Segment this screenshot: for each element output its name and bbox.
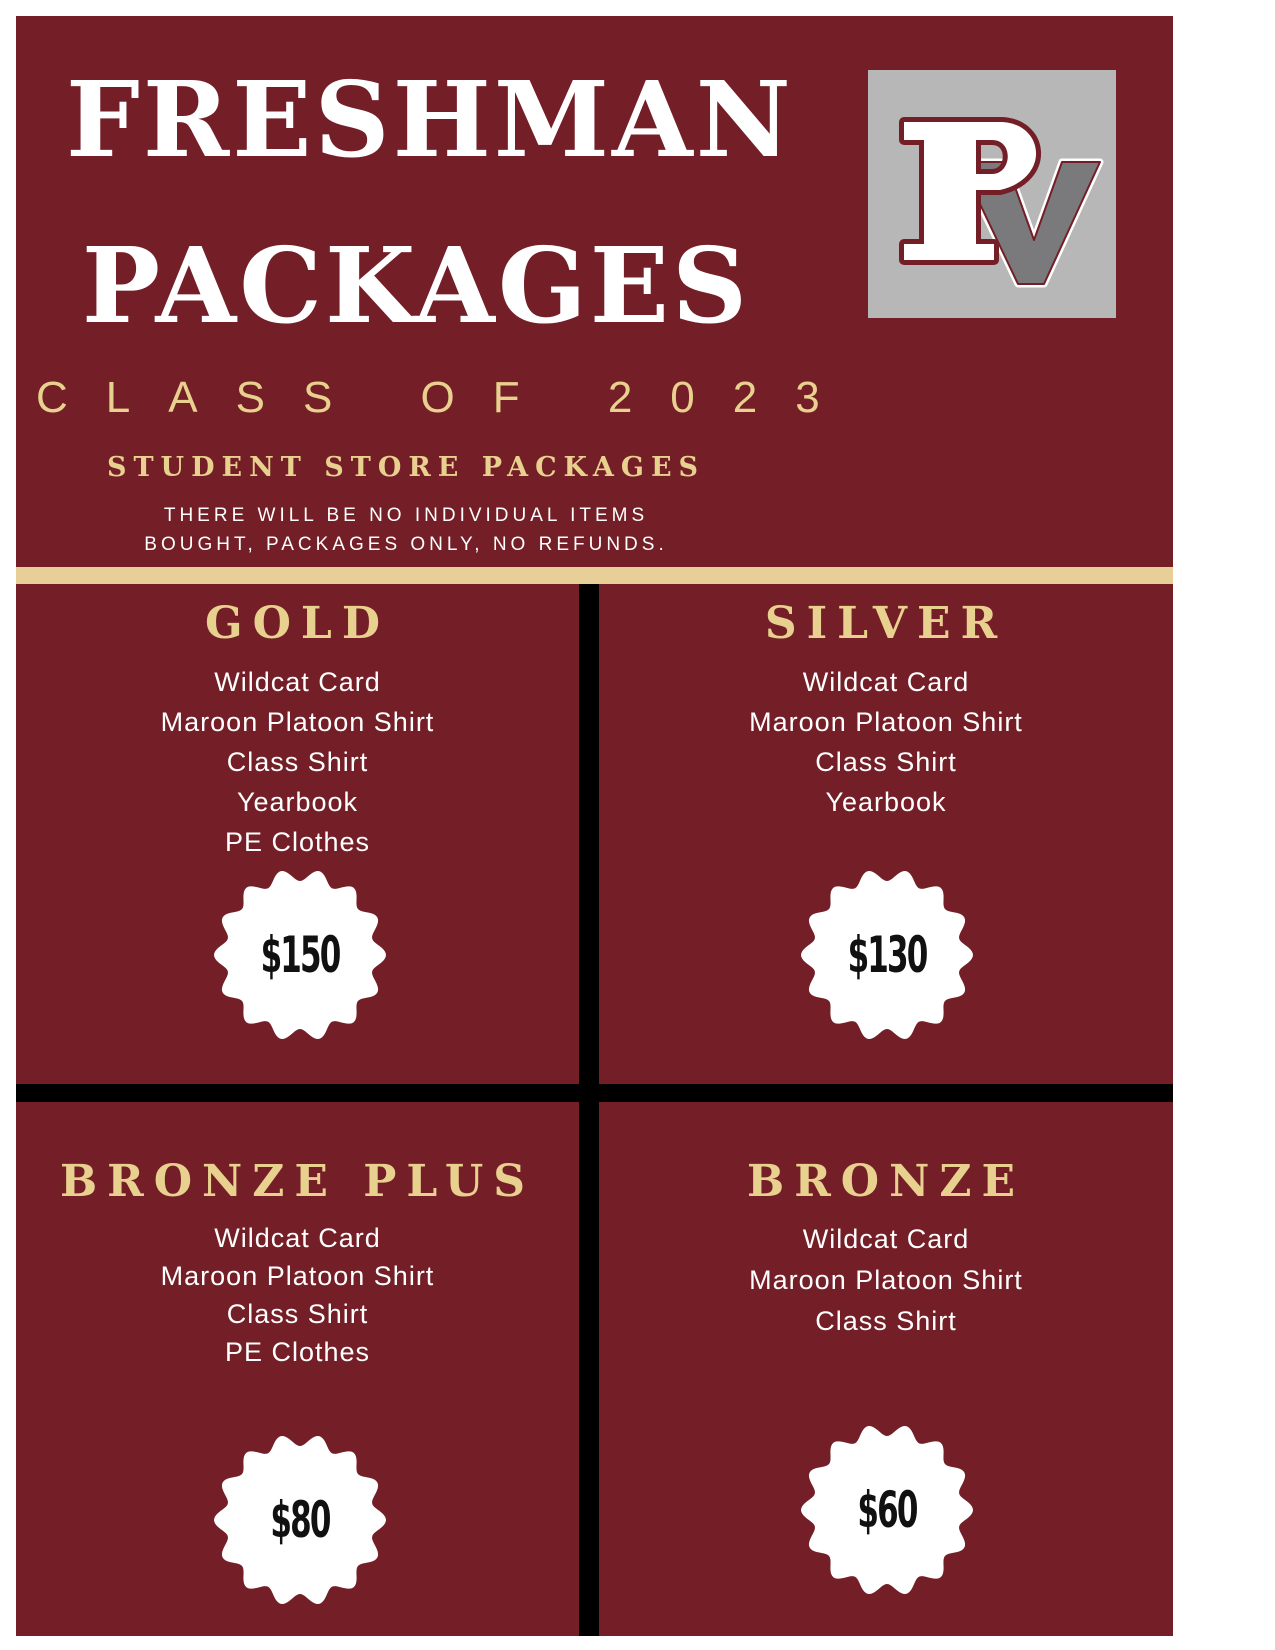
list-item: Yearbook — [236, 787, 359, 817]
list-item: Wildcat Card — [214, 667, 381, 697]
list-item: Maroon Platoon Shirt — [749, 1265, 1023, 1295]
price-badge — [212, 1432, 388, 1608]
price-label: $130 — [847, 926, 927, 984]
header — [16, 16, 1173, 567]
price-badge — [799, 867, 975, 1043]
package-name: SILVER — [764, 598, 1008, 649]
list-item: Class Shirt — [815, 747, 957, 777]
package-items — [16, 1219, 579, 1371]
price-label: $60 — [857, 1481, 917, 1539]
notice-line-2: BOUGHT, PACKAGES ONLY, NO REFUNDS. — [144, 534, 668, 555]
pv-logo-mark — [868, 70, 1116, 318]
list-item: Maroon Platoon Shirt — [749, 707, 1023, 737]
list-item: Yearbook — [825, 787, 947, 817]
package-items — [599, 662, 1173, 822]
gold-divider-stripe — [16, 567, 1173, 584]
package-name: BRONZE PLUS — [59, 1156, 536, 1207]
list-item: Maroon Platoon Shirt — [160, 707, 435, 737]
package-silver — [599, 584, 1173, 1084]
package-items — [599, 1219, 1173, 1342]
flyer — [16, 16, 1173, 1636]
list-item: Class Shirt — [226, 747, 369, 777]
package-gold — [16, 584, 579, 1084]
list-item: Maroon Platoon Shirt — [160, 1261, 435, 1291]
price-badge — [799, 1422, 975, 1598]
list-item: PE Clothes — [224, 827, 371, 857]
list-item: Wildcat Card — [802, 667, 970, 697]
pv-logo — [868, 70, 1116, 318]
title-line-2: PACKAGES — [81, 224, 751, 347]
package-name: BRONZE — [747, 1156, 1025, 1207]
store-packages-heading: STUDENT STORE PACKAGES — [106, 452, 706, 483]
title-line-1: FRESHMAN — [66, 58, 794, 181]
package-items — [16, 662, 579, 862]
price-label: $80 — [270, 1491, 330, 1549]
package-bronze — [599, 1102, 1173, 1636]
notice-line-1: THERE WILL BE NO INDIVIDUAL ITEMS — [163, 505, 649, 526]
price-badge — [212, 867, 388, 1043]
list-item: Class Shirt — [226, 1299, 369, 1329]
price-label: $150 — [260, 926, 340, 984]
package-name: GOLD — [205, 598, 390, 649]
package-bronze-plus — [16, 1102, 579, 1636]
list-item: Wildcat Card — [802, 1224, 970, 1254]
list-item: Wildcat Card — [214, 1223, 381, 1253]
class-of-subtitle: CLASS OF 2023 — [36, 373, 858, 422]
list-item: Class Shirt — [815, 1306, 957, 1336]
list-item: PE Clothes — [224, 1337, 371, 1367]
